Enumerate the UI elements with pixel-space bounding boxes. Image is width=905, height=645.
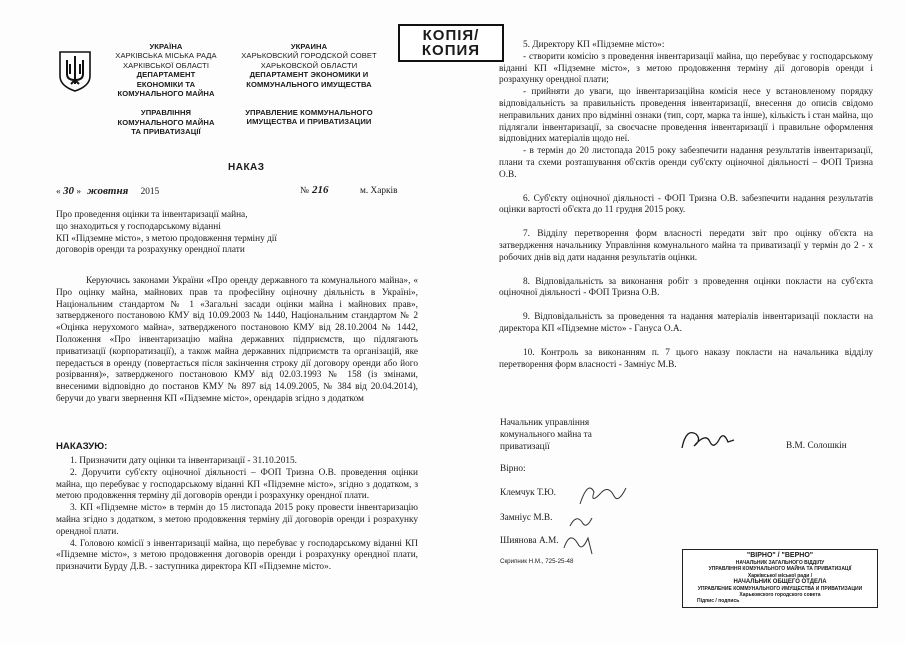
position-line-2: комунального майна та xyxy=(500,429,592,440)
certify-line-6: УПРАВЛЕНИЕ КОММУНАЛЬНОГО ИМУЩЕСТВА И ПРИВАТИЗАЦИИ xyxy=(697,585,863,592)
ru-region: ХАРЬКОВСКОЙ ОБЛАСТИ xyxy=(260,60,358,70)
position-line-3: приватизації xyxy=(500,441,550,452)
order-city: м. Харків xyxy=(360,186,398,196)
order-item-3: 3. КП «Підземне місто» в термін до 15 листопада 2015 року провести інвентаризацію майна згідно з додатком, з метою продовження терміну дії договорів оренди і розрахунку орендної плати. xyxy=(56,503,418,537)
date-open-quote: « xyxy=(56,187,61,197)
date-month: жовтня xyxy=(87,185,129,197)
date-year: 2015 xyxy=(140,187,160,197)
order-item-5-a: - створити комісію з проведення інвентаризації майна, що перебуває у господарському віданні КП «Підземне місто», з метою продовження терміну дії договорів оренди і розрахунку орендної плати; xyxy=(499,51,873,86)
order-number-prefix: № xyxy=(300,186,309,196)
approval-person-2: Замніус М.В. xyxy=(500,513,553,523)
order-item-5-b: - прийняти до уваги, що інвентаризаційна комісія несе у встановленому порядку відповідальність за правильність проведення інвентаризації, внесення до описів свідомо неправильних даних про відмінні ознаки (тип, сорт, марка та інше), кількість і стан майна, що підлягали інвентаризації, за своєчасне проведення інвентаризації і правильне оформлення відповідних матеріалів щодо неї. xyxy=(499,87,873,145)
executor-note: Скрипник Н.М., 725-25-48 xyxy=(500,558,574,565)
order-title: НАКАЗ xyxy=(228,162,265,173)
order-subject xyxy=(56,210,336,257)
subject-line-3: КП «Підземне місто», з метою продовження терміну дії xyxy=(56,233,277,244)
signatory-name: В.М. Солошкін xyxy=(786,441,847,451)
certify-line-5: НАЧАЛЬНИК ОБЩЕГО ОТДЕЛА xyxy=(733,579,827,586)
order-item-4: 4. Головою комісії з інвентаризації майна, що перебуває у господарському віданні КП «Підземне місто», з метою продовження договорів оренди і розрахунку орендної плати, призначити Бурду Д.В. - заступника директора КП «Підземне місто». xyxy=(56,538,418,573)
ua-dept-3: КОМУНАЛЬНОГО МАЙНА xyxy=(117,89,215,99)
position-line-1: Начальник управління xyxy=(500,418,590,428)
handwritten-signature-icon xyxy=(676,424,736,458)
approval-signatures-icon xyxy=(560,474,634,560)
ru-header xyxy=(234,42,384,127)
order-item-1: 1. Призначити дату оцінки та інвентаризації - 31.10.2015. xyxy=(70,456,297,466)
order-item-10: 10. Контроль за виконанням п. 7 цього наказу покласти на начальника відділу перетворення форм власності - Замніус М.В. xyxy=(499,347,873,370)
certify-line-7: Харьковского городского совета xyxy=(739,592,821,599)
certify-line-8: Підпис / подпись xyxy=(697,598,740,605)
subject-line-4: договорів оренди та розрахунку орендної плати xyxy=(56,245,245,256)
ua-council: ХАРКІВСЬКА МІСЬКА РАДА xyxy=(115,51,217,61)
certify-line-2: НАЧАЛЬНИК ЗАГАЛЬНОГО ВІДДІЛУ xyxy=(735,560,825,566)
order-preamble: Керуючись законами України «Про оренду державного та комунального майна», « Про оцінку майна, майнових прав та професійну оціночну діяльність в Україні», Національним стандартом № 1 «Загальні засади оцінки майна і майнових прав», затвердженого постановою КМУ від 10.09.2003 № 1440, Національним стандартом № 2 «Оцінка нерухомого майна», затвердженого постановою КМУ від 28.10.2004 № 1442, Положення «Про інвентаризацію майна державних підприємств, що підлягають приватизації (корпоратизації), а також майна державних підприємств та організацій, яке передається в оренду (повертається після закінчення строку дії договору оренди або його розірвання)», затвердженого постановою КМУ від 02.03.1993 № 158 (із змінами, внесеними відповідно до постанов КМУ № 897 від 14.09.2005, № 384 від 20.04.2014), беручи до уваги звернення КП «Підземне місто», орендарів згідно з додатком xyxy=(56,276,418,404)
approval-person-3: Шиянова А.М. xyxy=(500,536,559,546)
orders-right-column xyxy=(499,40,873,371)
coat-of-arms-icon xyxy=(58,50,92,92)
order-item-5-c: - в термін до 20 листопада 2015 року забезпечити надання результатів інвентаризації, плани та схеми розташування об'єктів оренди суб'єкту оціночної діяльності – ФОП Тризна О.В. xyxy=(499,146,873,180)
order-item-5-head: 5. Директору КП «Підземне місто»: xyxy=(523,40,665,50)
certify-stamp xyxy=(682,549,878,608)
date-day: 30 xyxy=(62,185,74,197)
ru-dept-2: КОММУНАЛЬНОГО ИМУЩЕСТВА xyxy=(246,79,372,89)
certify-line-1: "ВІРНО" / "ВЕРНО" xyxy=(746,552,814,559)
copy-stamp-line1: КОПІЯ/ xyxy=(422,27,480,44)
approval-person-1: Клемчук Т.Ю. xyxy=(500,488,556,498)
approvals-label: Вірно: xyxy=(500,464,526,474)
ua-dept-2: ЕКОНОМІКИ ТА xyxy=(136,79,196,89)
copy-stamp-line2: КОПИЯ xyxy=(421,42,481,59)
order-number: 216 xyxy=(312,184,329,196)
subject-line-1: Про проведення оцінки та інвентаризації майна, xyxy=(56,210,248,220)
ua-header xyxy=(100,42,232,137)
order-item-2: 2. Доручити суб'єкту оціночної діяльності – ФОП Тризна О.В. проведення оцінки майна, що перебуває у господарському віданні КП «Підземне місто», згідно з додатком, з метою продовження терміну дії договорів оренди і розрахунку орендної плати. xyxy=(56,467,418,502)
ru-mgmt-2: ИМУЩЕСТВА И ПРИВАТИЗАЦИИ xyxy=(246,117,372,127)
ru-country: УКРАИНА xyxy=(290,42,328,51)
ru-mgmt-1: УПРАВЛЕНИЕ КОММУНАЛЬНОГО xyxy=(245,108,373,118)
copy-stamp xyxy=(398,24,504,62)
orders-heading: НАКАЗУЮ: xyxy=(56,441,108,452)
order-item-8: 8. Відповідальність за виконання робіт з проведення оцінки покласти на суб'єкта оціночної діяльності - ФОП Тризна О.В. xyxy=(499,276,873,299)
certify-line-4: Харківської міської ради / xyxy=(747,572,813,579)
order-item-7: 7. Відділу перетворення форм власності передати звіт про оцінку об'єкта на затвердження начальнику Управління комунального майна та приватизації у термін до 2 - х робочих днів від дати надання результатів оцінки. xyxy=(499,229,873,263)
signatory-position xyxy=(500,418,640,453)
order-item-9: 9. Відповідальність за проведення та надання матеріалів інвентаризації покласти на директора КП «Підземне місто» - Гануса О.А. xyxy=(499,312,873,334)
subject-line-2: що знаходиться у господарському віданні xyxy=(56,221,221,232)
date-close-quote: » xyxy=(76,187,81,197)
ua-dept-1: ДЕПАРТАМЕНТ xyxy=(136,70,196,80)
certify-line-3: УПРАВЛІННЯ КОМУНАЛЬНОГО МАЙНА ТА ПРИВАТИЗАЦІЇ xyxy=(708,566,852,573)
ua-region: ХАРКІВСЬКОЇ ОБЛАСТІ xyxy=(122,60,210,70)
order-date-line xyxy=(56,186,406,200)
ru-dept-1: ДЕПАРТАМЕНТ ЭКОНОМИКИ И xyxy=(249,70,369,80)
ua-mgmt-2: КОМУНАЛЬНОГО МАЙНА xyxy=(117,117,215,127)
ua-country: УКРАЇНА xyxy=(149,42,183,51)
ua-mgmt-1: УПРАВЛІННЯ xyxy=(140,108,192,118)
ua-mgmt-3: ТА ПРИВАТИЗАЦІЇ xyxy=(131,127,201,137)
orders-left-column xyxy=(56,456,418,574)
order-item-6: 6. Суб'єкту оціночної діяльності - ФОП Тризна О.В. забезпечити надання результатів оцінки вартості об'єкта до 11 грудня 2015 року. xyxy=(499,193,873,216)
ru-council: ХАРЬКОВСКИЙ ГОРОДСКОЙ СОВЕТ xyxy=(241,51,377,61)
